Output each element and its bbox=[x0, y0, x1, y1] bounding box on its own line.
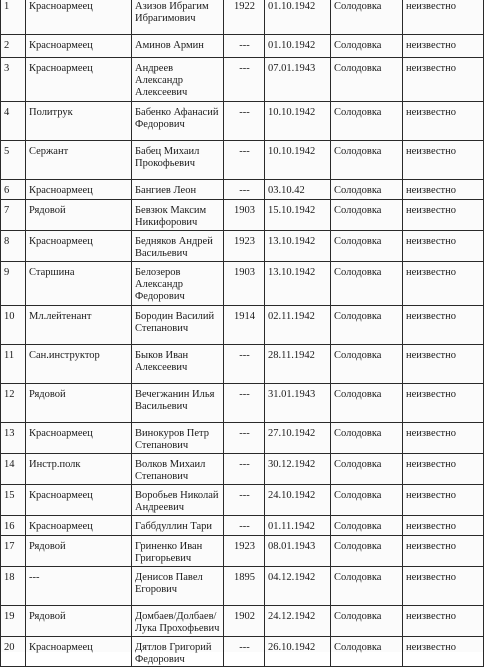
record-death-date: 26.10.1942 bbox=[265, 637, 331, 667]
record-death-date: 01.10.1942 bbox=[265, 0, 331, 35]
table-row bbox=[1, 637, 484, 667]
record-burial-place: Солодовка bbox=[331, 384, 403, 423]
record-name-line: Волков Михаил bbox=[135, 459, 206, 470]
record-death-date: 07.01.1943 bbox=[265, 58, 331, 102]
record-name-line: Степанович bbox=[135, 440, 189, 451]
record-name-line: Степанович bbox=[135, 323, 189, 334]
record-birth-year: --- bbox=[224, 58, 265, 102]
record-full-name bbox=[132, 0, 224, 35]
record-name-line: Алексеевич bbox=[135, 362, 188, 373]
record-name-line: Александр bbox=[135, 279, 183, 290]
record-name-line: Домбаев/Долбаев/ bbox=[135, 611, 217, 622]
record-name-line: Васильевич bbox=[135, 248, 188, 259]
record-name-line: Азизов Ибрагим bbox=[135, 1, 209, 12]
table-row bbox=[1, 384, 484, 423]
record-burial-place: Солодовка bbox=[331, 536, 403, 567]
record-full-name bbox=[132, 102, 224, 141]
table-row bbox=[1, 58, 484, 102]
table-row bbox=[1, 567, 484, 606]
record-burial-place: Солодовка bbox=[331, 58, 403, 102]
record-number: 4 bbox=[1, 102, 26, 141]
table-row bbox=[1, 231, 484, 262]
record-burial-place: Солодовка bbox=[331, 0, 403, 35]
record-number: 1 bbox=[1, 0, 26, 35]
record-death-date: 31.01.1943 bbox=[265, 384, 331, 423]
record-number: 14 bbox=[1, 454, 26, 485]
table-row bbox=[1, 35, 484, 58]
record-name-line: Андреев bbox=[135, 63, 174, 74]
record-burial-place: Солодовка bbox=[331, 102, 403, 141]
record-full-name bbox=[132, 454, 224, 485]
record-death-date: 28.11.1942 bbox=[265, 345, 331, 384]
record-rank: Рядовой bbox=[26, 200, 132, 231]
table-row bbox=[1, 200, 484, 231]
record-name-line: Бабец Михаил bbox=[135, 146, 200, 157]
record-rank: Сержант bbox=[26, 141, 132, 180]
record-death-date: 04.12.1942 bbox=[265, 567, 331, 606]
table-row bbox=[1, 454, 484, 485]
record-number: 2 bbox=[1, 35, 26, 58]
record-number: 11 bbox=[1, 345, 26, 384]
record-full-name bbox=[132, 262, 224, 306]
record-status: неизвестно bbox=[403, 606, 484, 637]
record-birth-year: 1903 bbox=[224, 200, 265, 231]
record-birth-year: 1914 bbox=[224, 306, 265, 345]
record-number: 13 bbox=[1, 423, 26, 454]
record-name-line: Бабенко Афанасий bbox=[135, 107, 219, 118]
record-number: 8 bbox=[1, 231, 26, 262]
record-name-line: Александр bbox=[135, 75, 183, 86]
record-rank: Сан.инструктор bbox=[26, 345, 132, 384]
record-burial-place: Солодовка bbox=[331, 485, 403, 516]
record-death-date: 27.10.1942 bbox=[265, 423, 331, 454]
record-full-name bbox=[132, 141, 224, 180]
record-number: 9 bbox=[1, 262, 26, 306]
record-number: 15 bbox=[1, 485, 26, 516]
record-birth-year: --- bbox=[224, 637, 265, 667]
record-number: 19 bbox=[1, 606, 26, 637]
record-name-line: Егорович bbox=[135, 584, 178, 595]
record-death-date: 13.10.1942 bbox=[265, 262, 331, 306]
record-name-line: Вечегжанин Илья bbox=[135, 389, 215, 400]
record-rank: Красноармеец bbox=[26, 0, 132, 35]
record-name-line: Федорович bbox=[135, 654, 185, 665]
record-number: 12 bbox=[1, 384, 26, 423]
record-name-line: Аминов Армин bbox=[135, 40, 204, 51]
record-full-name bbox=[132, 345, 224, 384]
record-birth-year: --- bbox=[224, 485, 265, 516]
record-name-line: Гриненко Иван bbox=[135, 541, 203, 552]
record-status: неизвестно bbox=[403, 180, 484, 200]
record-birth-year: --- bbox=[224, 180, 265, 200]
record-rank: Красноармеец bbox=[26, 516, 132, 536]
record-full-name bbox=[132, 180, 224, 200]
record-name-line: Винокуров Петр bbox=[135, 428, 209, 439]
record-name-line: Белозеров bbox=[135, 267, 181, 278]
record-name-line: Григорьевич bbox=[135, 553, 192, 564]
table-row bbox=[1, 423, 484, 454]
record-birth-year: 1923 bbox=[224, 536, 265, 567]
record-rank: Инстр.полк bbox=[26, 454, 132, 485]
record-full-name bbox=[132, 306, 224, 345]
record-death-date: 01.10.1942 bbox=[265, 35, 331, 58]
table-row bbox=[1, 516, 484, 536]
record-birth-year: 1923 bbox=[224, 231, 265, 262]
record-rank: Рядовой bbox=[26, 606, 132, 637]
record-name-line: Андреевич bbox=[135, 502, 184, 513]
record-burial-place: Солодовка bbox=[331, 231, 403, 262]
record-birth-year: 1902 bbox=[224, 606, 265, 637]
record-burial-place: Солодовка bbox=[331, 516, 403, 536]
record-name-line: Федорович bbox=[135, 291, 185, 302]
record-status: неизвестно bbox=[403, 485, 484, 516]
record-status: неизвестно bbox=[403, 262, 484, 306]
record-name-line: Лука Прохофьевич bbox=[135, 623, 220, 634]
table-row bbox=[1, 262, 484, 306]
table-row bbox=[1, 306, 484, 345]
record-status: неизвестно bbox=[403, 0, 484, 35]
record-rank: Рядовой bbox=[26, 536, 132, 567]
record-name-line: Денисов Павел bbox=[135, 572, 203, 583]
record-burial-place: Солодовка bbox=[331, 606, 403, 637]
record-number: 10 bbox=[1, 306, 26, 345]
record-number: 6 bbox=[1, 180, 26, 200]
record-full-name bbox=[132, 606, 224, 637]
record-death-date: 02.11.1942 bbox=[265, 306, 331, 345]
record-death-date: 01.11.1942 bbox=[265, 516, 331, 536]
record-status: неизвестно bbox=[403, 58, 484, 102]
table-row bbox=[1, 485, 484, 516]
record-birth-year: --- bbox=[224, 345, 265, 384]
record-death-date: 10.10.1942 bbox=[265, 102, 331, 141]
record-burial-place: Солодовка bbox=[331, 567, 403, 606]
record-status: неизвестно bbox=[403, 200, 484, 231]
record-name-line: Прокофьевич bbox=[135, 158, 196, 169]
record-status: неизвестно bbox=[403, 345, 484, 384]
record-death-date: 24.12.1942 bbox=[265, 606, 331, 637]
table-row bbox=[1, 0, 484, 35]
record-death-date: 24.10.1942 bbox=[265, 485, 331, 516]
record-number: 16 bbox=[1, 516, 26, 536]
record-name-line: Дятлов Григорий bbox=[135, 642, 212, 653]
record-name-line: Бородин Василий bbox=[135, 311, 215, 322]
record-number: 17 bbox=[1, 536, 26, 567]
record-death-date: 15.10.1942 bbox=[265, 200, 331, 231]
record-death-date: 13.10.1942 bbox=[265, 231, 331, 262]
record-rank: Красноармеец bbox=[26, 485, 132, 516]
record-rank: Красноармеец bbox=[26, 231, 132, 262]
record-status: неизвестно bbox=[403, 637, 484, 667]
record-burial-place: Солодовка bbox=[331, 35, 403, 58]
record-birth-year: 1922 bbox=[224, 0, 265, 35]
record-full-name bbox=[132, 58, 224, 102]
record-full-name bbox=[132, 384, 224, 423]
record-burial-place: Солодовка bbox=[331, 345, 403, 384]
record-status: неизвестно bbox=[403, 231, 484, 262]
record-birth-year: --- bbox=[224, 516, 265, 536]
record-full-name bbox=[132, 35, 224, 58]
record-death-date: 03.10.42 bbox=[265, 180, 331, 200]
record-burial-place: Солодовка bbox=[331, 306, 403, 345]
record-name-line: Габбдуллин Тари bbox=[135, 521, 213, 532]
record-death-date: 10.10.1942 bbox=[265, 141, 331, 180]
record-status: неизвестно bbox=[403, 423, 484, 454]
table-row bbox=[1, 606, 484, 637]
record-rank: Красноармеец bbox=[26, 423, 132, 454]
record-status: неизвестно bbox=[403, 516, 484, 536]
record-name-line: Быков Иван bbox=[135, 350, 189, 361]
record-status: неизвестно bbox=[403, 567, 484, 606]
record-number: 3 bbox=[1, 58, 26, 102]
record-status: неизвестно bbox=[403, 102, 484, 141]
record-name-line: Алексеевич bbox=[135, 87, 188, 98]
record-burial-place: Солодовка bbox=[331, 200, 403, 231]
record-name-line: Федорович bbox=[135, 119, 185, 130]
record-status: неизвестно bbox=[403, 141, 484, 180]
record-rank: Старшина bbox=[26, 262, 132, 306]
table-row bbox=[1, 180, 484, 200]
record-burial-place: Солодовка bbox=[331, 262, 403, 306]
record-status: неизвестно bbox=[403, 384, 484, 423]
record-number: 18 bbox=[1, 567, 26, 606]
record-death-date: 08.01.1943 bbox=[265, 536, 331, 567]
record-full-name bbox=[132, 516, 224, 536]
table-row bbox=[1, 536, 484, 567]
table-row bbox=[1, 141, 484, 180]
record-birth-year: --- bbox=[224, 454, 265, 485]
record-burial-place: Солодовка bbox=[331, 454, 403, 485]
record-birth-year: --- bbox=[224, 384, 265, 423]
record-full-name bbox=[132, 485, 224, 516]
record-full-name bbox=[132, 536, 224, 567]
record-number: 5 bbox=[1, 141, 26, 180]
register-body bbox=[1, 0, 484, 667]
record-rank: --- bbox=[26, 567, 132, 606]
record-rank: Красноармеец bbox=[26, 58, 132, 102]
record-name-line: Воробьев Николай bbox=[135, 490, 219, 501]
record-birth-year: 1903 bbox=[224, 262, 265, 306]
record-name-line: Никифорович bbox=[135, 217, 198, 228]
record-burial-place: Солодовка bbox=[331, 141, 403, 180]
record-name-line: Бангиев Леон bbox=[135, 185, 197, 196]
record-name-line: Бевзюк Максим bbox=[135, 205, 207, 216]
record-rank: Красноармеец bbox=[26, 637, 132, 667]
record-rank: Красноармеец bbox=[26, 180, 132, 200]
record-number: 7 bbox=[1, 200, 26, 231]
record-full-name bbox=[132, 637, 224, 667]
record-birth-year: 1895 bbox=[224, 567, 265, 606]
record-birth-year: --- bbox=[224, 35, 265, 58]
record-name-line: Ибрагимович bbox=[135, 13, 196, 24]
record-rank: Рядовой bbox=[26, 384, 132, 423]
record-rank: Красноармеец bbox=[26, 35, 132, 58]
record-name-line: Васильевич bbox=[135, 401, 188, 412]
record-birth-year: --- bbox=[224, 102, 265, 141]
record-full-name bbox=[132, 231, 224, 262]
table-row bbox=[1, 345, 484, 384]
record-name-line: Степанович bbox=[135, 471, 189, 482]
record-burial-place: Солодовка bbox=[331, 637, 403, 667]
record-death-date: 30.12.1942 bbox=[265, 454, 331, 485]
record-burial-place: Солодовка bbox=[331, 180, 403, 200]
record-full-name bbox=[132, 423, 224, 454]
record-status: неизвестно bbox=[403, 306, 484, 345]
record-burial-place: Солодовка bbox=[331, 423, 403, 454]
record-status: неизвестно bbox=[403, 35, 484, 58]
record-name-line: Бедняков Андрей bbox=[135, 236, 213, 247]
record-full-name bbox=[132, 200, 224, 231]
record-full-name bbox=[132, 567, 224, 606]
record-birth-year: --- bbox=[224, 141, 265, 180]
record-rank: Мл.лейтенант bbox=[26, 306, 132, 345]
record-status: неизвестно bbox=[403, 454, 484, 485]
record-rank: Политрук bbox=[26, 102, 132, 141]
record-number: 20 bbox=[1, 637, 26, 667]
record-status: неизвестно bbox=[403, 536, 484, 567]
table-row bbox=[1, 102, 484, 141]
record-birth-year: --- bbox=[224, 423, 265, 454]
